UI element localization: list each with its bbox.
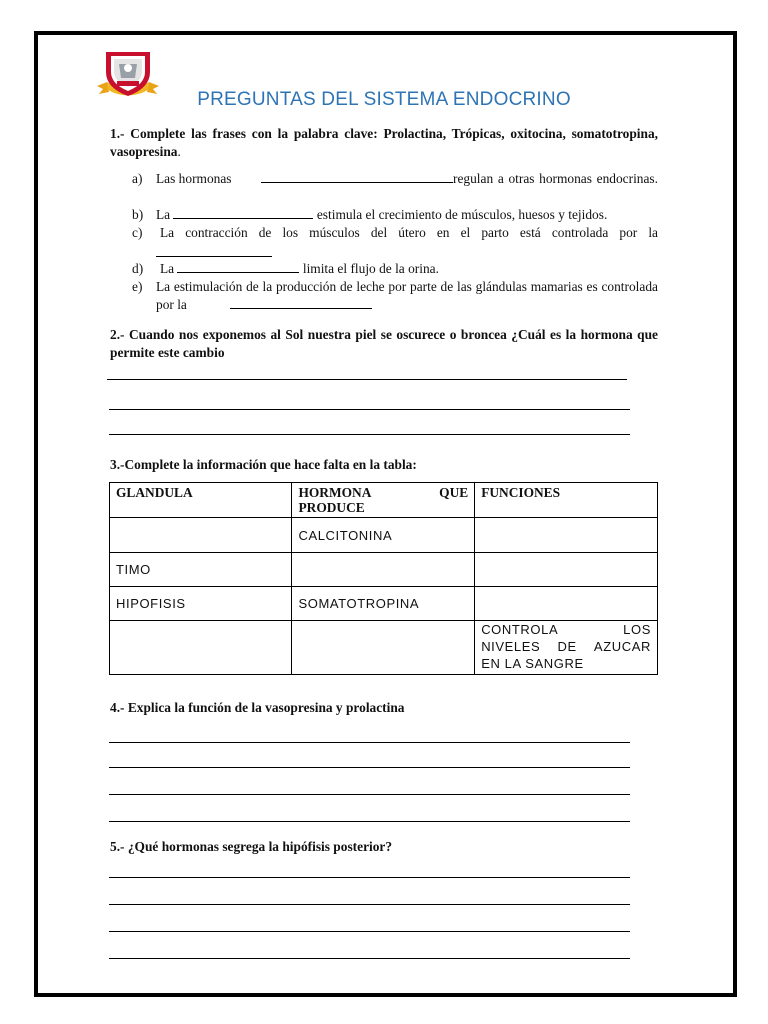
- table-cell[interactable]: [475, 587, 658, 621]
- table-cell[interactable]: TIMO: [110, 553, 292, 587]
- table-cell[interactable]: [475, 518, 658, 553]
- table-row: [110, 553, 658, 587]
- blank-c[interactable]: [156, 244, 272, 257]
- table-cell[interactable]: [110, 518, 292, 553]
- table-cell-funcion[interactable]: CONTROLA LOS NIVELES DE AZUCAR EN LA SANGRE: [475, 621, 658, 675]
- table-cell[interactable]: [110, 621, 292, 675]
- header-funciones: FUNCIONES: [475, 483, 658, 518]
- table-row: [110, 621, 658, 675]
- header-hormona: HORMONA QUE PRODUCE: [292, 483, 475, 518]
- question-4: 4.- Explica la función de la vasopresina y prolactina: [110, 700, 405, 715]
- q1-item-a: a) Las hormonas regulan a otras hormonas endocrinas.: [132, 171, 658, 186]
- question-1: 1.- Complete las frases con la palabra clave: Prolactina, Trópicas, oxitocina, somatotropina, vasopresina.: [110, 126, 658, 159]
- answer-line[interactable]: [109, 434, 630, 435]
- answer-line[interactable]: [109, 904, 630, 905]
- answer-line[interactable]: [109, 794, 630, 795]
- blank-e[interactable]: [230, 296, 372, 309]
- table-cell[interactable]: CALCITONINA: [292, 518, 475, 553]
- answer-line[interactable]: [109, 931, 630, 932]
- table-cell[interactable]: [292, 621, 475, 675]
- blank-b[interactable]: [173, 206, 313, 219]
- question-5: 5.- ¿Qué hormonas segrega la hipófisis posterior?: [110, 839, 393, 854]
- answer-line[interactable]: [109, 821, 630, 822]
- q1-item-e: e) La estimulación de la producción de leche por parte de las glándulas mamarias es controlada por la: [132, 279, 658, 312]
- table-cell[interactable]: HIPOFISIS: [110, 587, 292, 621]
- answer-line[interactable]: [109, 767, 630, 768]
- blank-a[interactable]: [261, 170, 453, 183]
- page-title: PREGUNTAS DEL SISTEMA ENDOCRINO: [197, 89, 571, 110]
- table-cell[interactable]: SOMATOTROPINA: [292, 587, 475, 621]
- answer-line[interactable]: [109, 742, 630, 743]
- hormone-table: [109, 482, 658, 675]
- header-glandula: GLANDULA: [110, 483, 292, 518]
- question-3: 3.-Complete la información que hace falta en la tabla:: [110, 457, 417, 472]
- table-row: [110, 587, 658, 621]
- answer-line[interactable]: [109, 958, 630, 959]
- answer-line[interactable]: [109, 409, 630, 410]
- table-cell[interactable]: [475, 553, 658, 587]
- table-header-row: [110, 483, 658, 518]
- table-row: [110, 518, 658, 553]
- answer-line[interactable]: [107, 379, 627, 380]
- q1-item-c: c) La contracción de los músculos del útero en el parto está controlada por la: [132, 224, 658, 260]
- question-2: 2.- Cuando nos exponemos al Sol nuestra piel se oscurece o broncea ¿Cuál es la hormona que permite este cambio: [110, 327, 658, 360]
- table-cell[interactable]: [292, 553, 475, 587]
- blank-d[interactable]: [177, 260, 299, 273]
- answer-line[interactable]: [109, 877, 630, 878]
